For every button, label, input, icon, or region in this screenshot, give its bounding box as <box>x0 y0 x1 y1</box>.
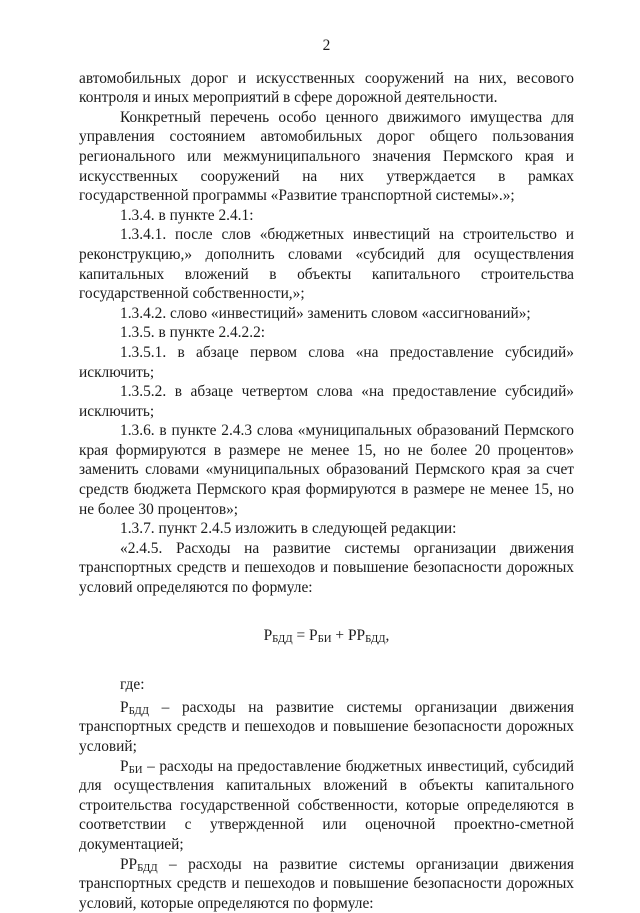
definition-rrbdd-text: – расходы на развитие системы организации движения транспортных средств и пешеходов и повышение безопасности дорожных условий, которые определяются по формуле: <box>79 855 574 912</box>
definition-rrbdd-symbol: РР <box>120 855 138 873</box>
definition-rbi-symbol: Р <box>120 757 129 775</box>
where-label: где: <box>120 676 145 694</box>
formula-term-2-subscript: БДД <box>365 632 386 645</box>
paragraph-1-3-5-1: 1.3.5.1. в абзаце первом слова «на предоставление субсидий» исключить; <box>79 343 574 381</box>
paragraph-1-3-4: 1.3.4. в пункте 2.4.1: <box>120 206 254 224</box>
page-number: 2 <box>322 37 331 54</box>
formula <box>79 626 574 646</box>
definition-rbi-subscript: БИ <box>128 763 143 776</box>
formula-lhs-subscript: БДД <box>272 632 293 645</box>
paragraph-1-3-5-2: 1.3.5.2. в абзаце четвертом слова «на предоставление субсидий» исключить; <box>79 383 574 420</box>
definition-rbdd-text: – расходы на развитие системы организации движения транспортных средств и пешеходов и повышение безопасности дорожных условий; <box>79 698 574 755</box>
definition-rrbdd-subscript: БДД <box>137 861 158 874</box>
definition-rbdd <box>79 698 574 757</box>
formula-term-1: Р <box>309 626 318 644</box>
definition-rbi-text: – расходы на предоставление бюджетных инвестиций, субсидий для осуществления капитальных вложений в объекты капитального строительства государственной собственности, которые определяются в соответствии с утвержденной или оценочной проектно-сметной документацией; <box>79 757 574 853</box>
definition-rbi <box>79 757 574 855</box>
definition-rbdd-symbol: Р <box>120 698 129 716</box>
definition-rbdd-subscript: БДД <box>128 704 150 717</box>
paragraph-1-3-4-2: 1.3.4.2. слово «инвестиций» заменить словом «ассигнований»; <box>120 304 531 322</box>
formula-lhs: Р <box>263 626 273 644</box>
definition-rrbdd <box>79 855 574 913</box>
formula-term-2: РР <box>347 626 366 644</box>
paragraph-1-3-7: 1.3.7. пункт 2.4.5 изложить в следующей редакции: <box>120 520 457 538</box>
paragraph-1-3-4-1: 1.3.4.1. после слов «бюджетных инвестиций на строительство и реконструкцию,» дополнить словами «субсидий для осуществления капитальных вложений в объекты капитального строительства государственной собственности,»; <box>79 226 574 303</box>
paragraph-property-list: Конкретный перечень особо ценного движимого имущества для управления состоянием автомобильных дорог общего пользования регионального или межмуниципального значения Пермского края и искусственных сооружений на них утверждается в рамках государственной программы «Развитие транспортной системы».»; <box>79 108 574 205</box>
formula-end: , <box>385 626 390 644</box>
paragraph-1-3-5: 1.3.5. в пункте 2.4.2.2: <box>120 324 266 342</box>
paragraph-1-3-6: 1.3.6. в пункте 2.4.3 слова «муниципальных образований Пермского края формируются в размере не менее 15, но не более 20 процентов» заменить словами «муниципальных образований Пермского края за счет средств бюджета Пермского края формируются в размере не менее 15, но не более 30 процентов»; <box>79 422 574 518</box>
paragraph-continuation: автомобильных дорог и искусственных сооружений на них, весового контроля и иных мероприятий в сфере дорожной деятельности. <box>79 69 574 107</box>
formula-equals: = <box>292 626 310 644</box>
formula-plus: + <box>331 626 348 644</box>
paragraph-2-4-5: «2.4.5. Расходы на развитие системы организации движения транспортных средств и пешеходов и повышение безопасности дорожных условий определяются по формуле: <box>79 539 574 597</box>
formula-term-1-subscript: БИ <box>317 632 332 645</box>
